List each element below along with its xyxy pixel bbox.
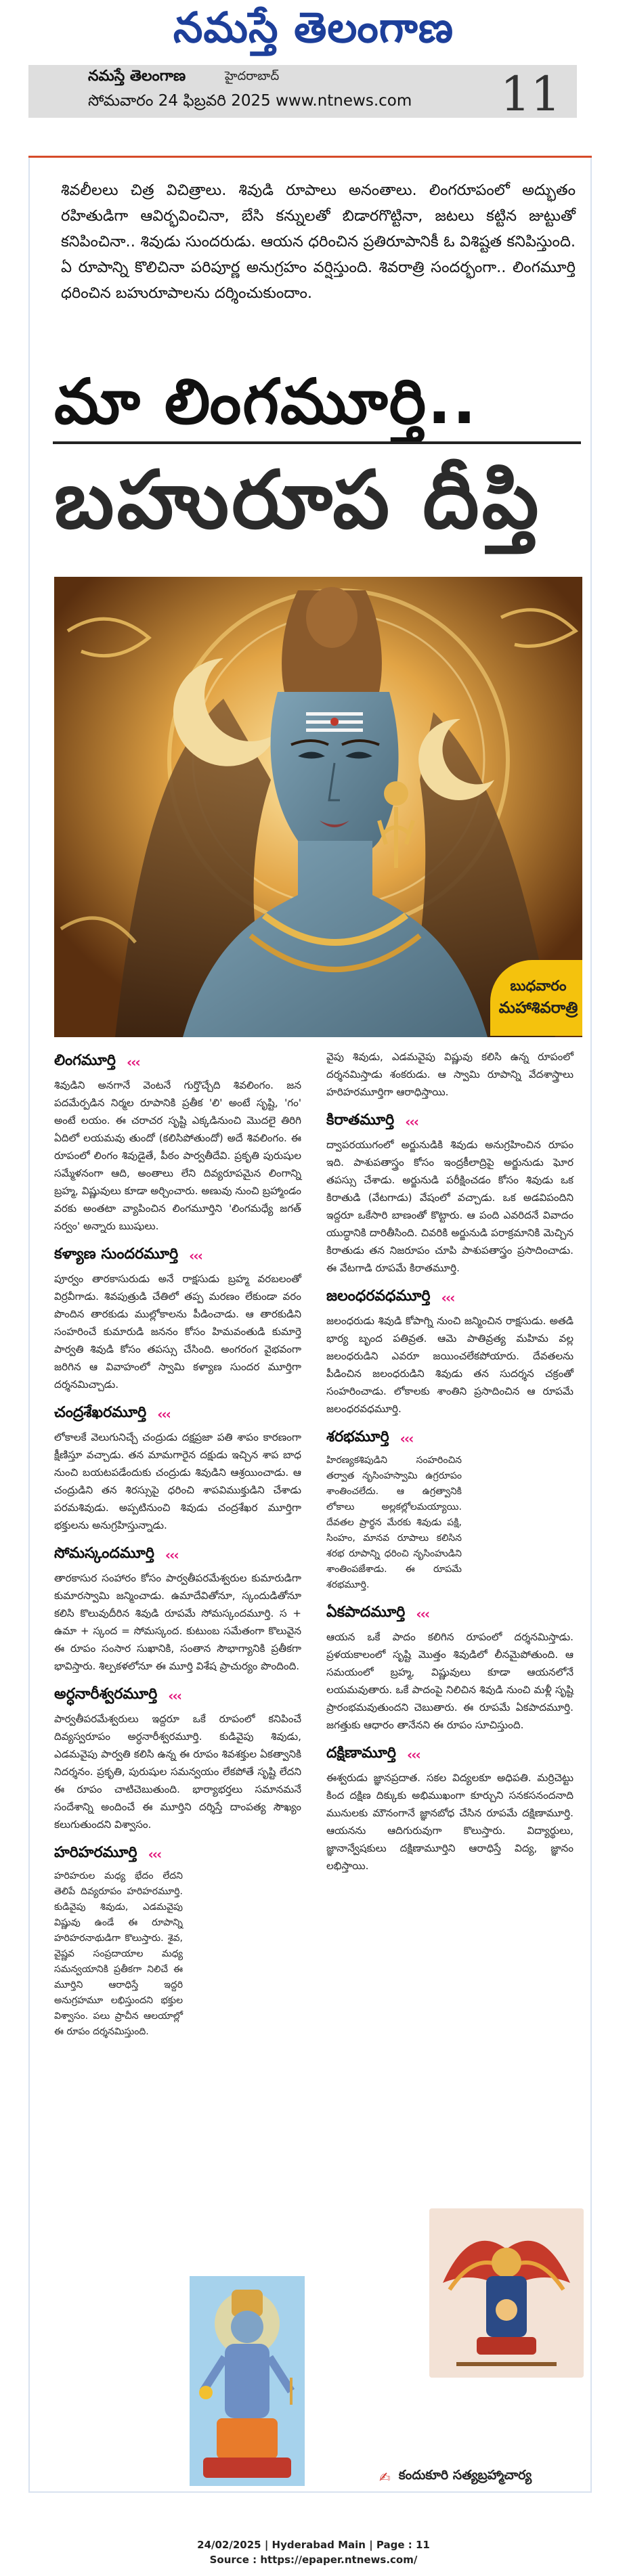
edition-city: హైదరాబాద్	[225, 69, 280, 83]
footer-source-line: Source : https://epaper.ntnews.com/	[209, 2554, 418, 2566]
section-title: ఏకపాదమూర్తి	[326, 1604, 406, 1621]
chevron-icon: ‹‹‹	[441, 1290, 454, 1306]
section-body: పూర్వం తారకాసురుడు అనే రాక్షసుడు బ్రహ్మ వరబలంతో విర్రవీగాడు. శివపుత్రుడి చేతిలో తప్ప మరణం లేకుండా వరం పొందిన తారకుడు ముల్లోకాలను పీడించాడు. ఆ తారకుడిని సంహరించే కుమారుడి జననం కోసం హిమవంతుడి కుమార్తె పార్వతి శివుడి కోసం తపస్సు చేసింది. అంగరంగ వైభవంగా జరిగిన ఆ వివాహంలో స్వామి కళ్యాణ సుందర మూర్తిగా దర్శనమిచ్చాడు.	[54, 1273, 301, 1391]
section-somaskandamurthy	[54, 1541, 301, 1675]
chevron-icon: ‹‹‹	[399, 1431, 413, 1447]
date-bar	[28, 65, 577, 122]
section-body: లోకాలకే వెలుగునిచ్చే చంద్రుడు దక్షప్రజా పతి శాపం కారణంగా క్షీణిస్తూ వచ్చాడు. తన మామగారైన దక్షుడు ఇచ్చిన శాప బాధ నుంచి బయటపడేందుకు చంద్రుడు శివుడిని ఆశ్రయించాడు. ఆ చంద్రుడిని తన శిరస్సుపై ధరించి శాపవిముక్తుడిని చేశాడు పరమశివుడు. అప్పటినుంచి శివుడు చంద్రశేఖర మూర్తిగా భక్తులను అనుగ్రహిస్తున్నాడు.	[54, 1431, 301, 1531]
page-number: 11	[500, 66, 561, 122]
dateline: సోమవారం 24 ఫిబ్రవరి 2025 www.ntnews.com	[88, 92, 412, 110]
section-continued	[326, 1048, 574, 1101]
section-title: సోమస్కందమూర్తి	[54, 1545, 154, 1562]
section-title: హరిహరమూర్తి	[54, 1844, 137, 1861]
headline-line-1: మా లింగమూర్తి..	[54, 366, 478, 438]
headline-divider	[53, 441, 581, 444]
chevron-icon: ‹‹‹	[165, 1547, 178, 1563]
section-body: వైపు శివుడు, ఎడమవైపు విష్ణువు కలిసి ఉన్న రూపంలో దర్శనమిస్తాడు శంకరుడు. ఆ స్వామి రూపాన్ని వేదశాస్త్రాలు హరిహరమూర్తిగా ఆరాధిస్తాయి.	[326, 1051, 574, 1098]
author-byline	[379, 2468, 532, 2486]
shiva-hero-image	[54, 577, 582, 1037]
right-column	[326, 1048, 574, 1881]
section-ekapadamurthy	[326, 1600, 574, 1734]
section-title: జలంధరవధమూర్తి	[326, 1288, 431, 1305]
chevron-icon: ‹‹‹	[148, 1846, 161, 1862]
badge-day: బుధవారం	[510, 978, 567, 994]
section-kiratamurthy	[326, 1108, 574, 1277]
author-name: కందుకూరి సత్యబ్రహ్మాచార్య	[398, 2468, 532, 2483]
chevron-icon: ‹‹‹	[416, 1606, 429, 1622]
section-body: ఆయన ఒకే పాదం కలిగిన రూపంలో దర్శనమిస్తాడు. ప్రళయకాలంలో సృష్టి మొత్తం శివుడిలో లీనమైపోతుంది. ఆ సమయంలో బ్రహ్మ, విష్ణువులు కూడా ఆయనలోనే లయమవుతారు. ఒకే పాదంపై నిలిచిన శివుడి నుంచి మళ్లీ సృష్టి ప్రారంభమవుతుందని చెబుతారు. ఈ రూపమే ఏకపాదమూర్తి. జగత్తుకు ఆధారం తానేనని ఈ రూపం సూచిస్తుంది.	[326, 1631, 574, 1731]
section-ardhanariswaramurthy	[54, 1682, 301, 1833]
section-sharabhamurthy	[326, 1424, 462, 1593]
section-hariharamurthy	[54, 1840, 183, 2040]
section-title: దక్షిణామూర్తి	[326, 1745, 396, 1762]
section-body: ఈశ్వరుడు జ్ఞానప్రదాత. సకల విద్యలకూ అధిపతి. మర్రిచెట్టు కింద దక్షిణ దిక్కుకు అభిముఖంగా కూర్చుని సనకసనందనాది మునులకు మౌనంగానే జ్ఞానబోధ చేసిన రూపమే దక్షిణామూర్తి. ఆయనను ఆదిగురువుగా కొలుస్తారు. విద్యార్థులు, జ్ఞానాన్వేషకులు దక్షిణామూర్తిని ఆరాధిస్తే విద్య, జ్ఞానం లభిస్తాయి.	[326, 1772, 574, 1872]
section-jalandharavadhamurthy	[326, 1284, 574, 1418]
section-title: శరభమూర్తి	[326, 1428, 389, 1445]
frame-accent-rule	[28, 156, 592, 158]
section-body: హరిహరుల మధ్య భేదం లేదని తెలిపే దివ్యరూపం హరిహరమూర్తి. కుడివైపు శివుడు, ఎడమవైపు విష్ణువు ఉండే ఈ రూపాన్ని హరిహరనాథుడిగా కొలుస్తారు. శైవ, వైష్ణవ సంప్రదాయాల మధ్య సమన్వయానికి ప్రతీకగా నిలిచే ఈ మూర్తిని ఆరాధిస్తే ఇద్దరి అనుగ్రహమూ లభిస్తుందని భక్తుల విశ్వాసం. పలు ప్రాచీన ఆలయాల్లో ఈ రూపం దర్శనమిస్తుంది.	[54, 1871, 183, 2037]
chevron-icon: ‹‹‹	[168, 1688, 181, 1704]
section-dakshinamurthy	[326, 1741, 574, 1875]
chevron-icon: ‹‹‹	[406, 1747, 420, 1763]
section-title: కళ్యాణ సుందరమూర్తి	[54, 1246, 179, 1263]
section-title: లింగమూర్తి	[54, 1052, 116, 1069]
section-body: ద్వాపరయుగంలో అర్జునుడికి శివుడు అనుగ్రహించిన రూపం ఇది. పాశుపతాస్త్రం కోసం ఇంద్రకీలాద్రిపై అర్జునుడు ఘోర తపస్సు చేశాడు. అర్జునుడి పరీక్షించడం కోసం శివుడు ఒక కిరాతుడి (వేటగాడు) వేషంలో వచ్చాడు. ఒక అడవిపందిని ఇద్దరూ ఒకేసారి బాణంతో కొట్టారు. ఆ పంది ఎవరిదనే వివాదం యుద్ధానికి దారితీసింది. చివరికి అర్జునుడి పరాక్రమానికి మెచ్చిన కిరాతుడు తన నిజరూపం చూపి పాశుపతాస్త్రం ప్రసాదించాడు. ఈ వేటగాడి రూపమే కిరాతమూర్తి.	[326, 1139, 574, 1274]
section-kalyana-sundaramurthy	[54, 1242, 301, 1393]
section-body: జలంధరుడు శివుడి కోపాగ్ని నుంచి జన్మించిన రాక్షసుడు. అతడి భార్య బృంద పతివ్రత. ఆమె పాతివ్రత్య మహిమ వల్ల జలంధరుడిని ఎవరూ జయించలేకపోయారు. దేవతలను పీడించిన జలంధరుడిని శివుడు తన సుదర్శన చక్రంతో సంహరించాడు. లోకాలకు శాంతిని ప్రసాదించిన ఆ రూపమే జలంధరవధమూర్తి.	[326, 1315, 574, 1415]
pen-icon: ✍	[379, 2468, 389, 2485]
section-title: అర్ధనారీశ్వరమూర్తి	[54, 1686, 158, 1703]
chevron-icon: ‹‹‹	[126, 1054, 139, 1070]
article-intro: శివలీలలు చిత్ర విచిత్రాలు. శివుడి రూపాలు అనంతాలు. లింగరూపంలో అద్భుతం రహితుడిగా ఆవిర్భవించినా, బేసి కన్నులతో బిడారగొట్టినా, జటలు కట్టిన జుట్టుతో కనిపించినా.. శివుడు సుందరుడు. ఆయన ధరించిన ప్రతిరూపానికీ ఓ విశిష్టత కనిపిస్తుంది. ఏ రూపాన్ని కొలిచినా పరిపూర్ణ అనుగ్రహం వర్షిస్తుంది. శివరాత్రి సందర్భంగా.. లింగమూర్తి ధరించిన బహురూపాలను దర్శించుకుందాం.	[61, 181, 576, 302]
page-footer	[0, 2537, 627, 2567]
footer-edition-line: 24/02/2025 | Hyderabad Main | Page : 11	[197, 2539, 430, 2551]
festival-badge	[490, 960, 582, 1036]
sharabha-illustration	[429, 2208, 584, 2378]
headline-line-2: బహురూప దీప్తి	[54, 452, 542, 546]
left-column	[54, 1048, 301, 2047]
newspaper-logo: నమస్తే తెలంగాణ	[173, 3, 454, 52]
section-body: పార్వతీపరమేశ్వరులు ఇద్దరూ ఒకే రూపంలో కనిపించే దివ్యస్వరూపం అర్ధనారీశ్వరమూర్తి. కుడివైపు శివుడు, ఎడమవైపు పార్వతి కలిసి ఉన్న ఈ రూపం శివశక్తుల ఏకత్వానికి నిదర్శనం. ప్రకృతి, పురుషుల సమన్వయం లేకపోతే సృష్టి లేదని ఈ రూపం చాటిచెబుతుంది. భార్యాభర్తలు సమానమనే సందేశాన్ని అందించే ఈ మూర్తిని దర్శిస్తే దాంపత్య సౌఖ్యం కలుగుతుందని విశ్వాసం.	[54, 1713, 301, 1831]
section-title: కిరాతమూర్తి	[326, 1112, 395, 1129]
chevron-icon: ‹‹‹	[189, 1248, 202, 1264]
chevron-icon: ‹‹‹	[157, 1406, 170, 1422]
section-title: చంద్రశేఖరమూర్తి	[54, 1404, 147, 1421]
harihara-illustration	[190, 2276, 305, 2486]
masthead	[0, 0, 627, 122]
section-lingamurthy	[54, 1048, 301, 1235]
section-chandrasekharamurthy	[54, 1400, 301, 1534]
section-body: హిరణ్యకశిపుడిని సంహరించిన తర్వాత నృసింహస్వామి ఉగ్రరూపం శాంతించలేదు. ఆ ఉగ్రత్వానికి లోకాలు అల్లకల్లోలమయ్యాయి. దేవతల ప్రార్థన మేరకు శివుడు పక్షి, సింహం, మానవ రూపాలు కలిసిన శరభ రూపాన్ని ధరించి నృసింహుడిని శాంతింపజేశాడు. ఈ రూపమే శరభమూర్తి.	[326, 1455, 462, 1590]
badge-festival: మహాశివరాత్రి	[498, 999, 578, 1017]
section-body: తారకాసుర సంహారం కోసం పార్వతీపరమేశ్వరుల కుమారుడిగా కుమారస్వామి జన్మించాడు. ఉమాదేవితోనూ, స్కందుడితోనూ కలిసి కొలువుదీరిన శివుడి రూపమే సోమస్కందమూర్తి. స + ఉమా + స్కంద = సోమస్కంద. కుటుంబ సమేతంగా కొలువైన ఈ రూపం సంసార సుఖానికి, సంతాన సౌభాగ్యానికి ప్రతీకగా భావిస్తారు. శిల్పకళలోనూ ఈ మూర్తి విశేష ప్రాచుర్యం పొందింది.	[54, 1572, 301, 1672]
paper-name: నమస్తే తెలంగాణ	[88, 68, 186, 85]
chevron-icon: ‹‹‹	[405, 1114, 418, 1130]
section-body: శివుడిని అనగానే వెంటనే గుర్తొచ్చేది శివలింగం. జన పదమేర్పడిన నిర్మల రూపానికి ప్రతీక 'లి' అంటే సృష్టి, 'గం' అంటే లయం. ఈ చరాచర సృష్టి ఎక్కడినుంచి మొదలై తిరిగి ఏదిలో లయమవు తుందో (కలిసిపోతుందో) అదే శివలింగం. ఈ రూపంలో లింగం శివుడైతే, పీఠం పార్వతీదేవి. ప్రకృతి పురుషుల సమ్మేళనంగా ఆది, అంతాలు లేని దివ్యరూపమైన లింగాన్ని బ్రహ్మ, విష్ణువులు కూడా అర్చించారు. అణువు నుంచి బ్రహ్మాండం వరకు అంతటా వ్యాపించిన లింగమూర్తిని 'లింగమధ్యే జగత్ సర్వం' అన్నారు ఋషులు.	[54, 1079, 301, 1232]
